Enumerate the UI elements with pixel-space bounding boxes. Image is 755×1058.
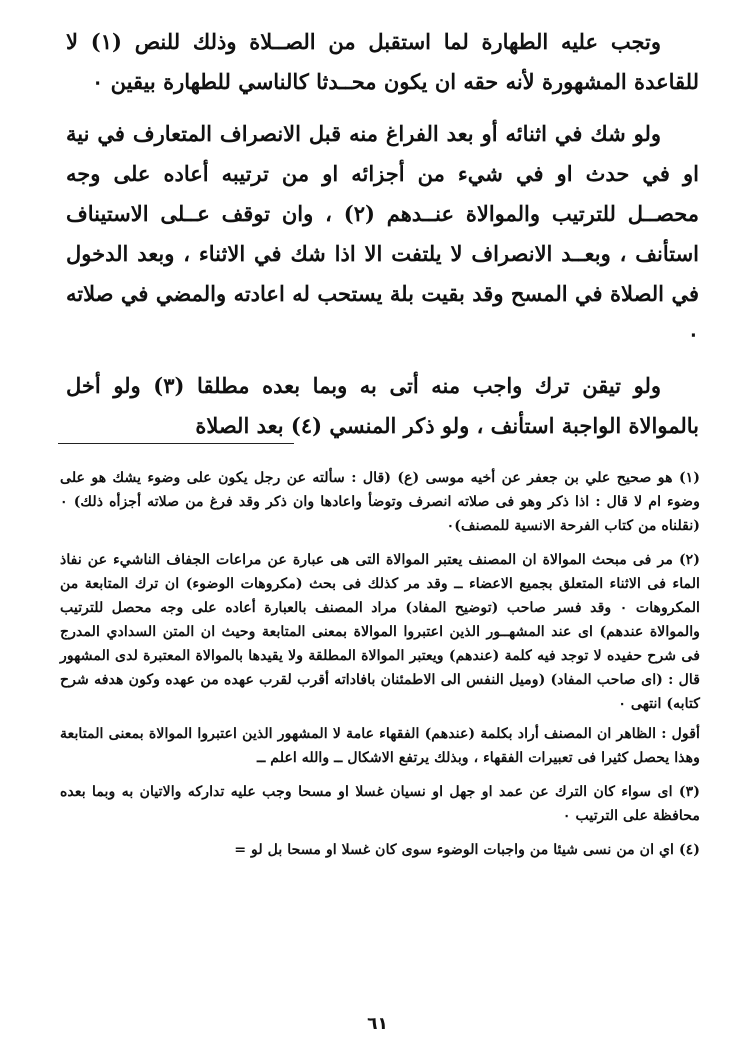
footnote-3: (٣) اى سواء كان الترك عن عمد او جهل او نسيان غسلا او مسحا وجب عليه تداركه والاتيان به وبما بعده محافظة على الترتيب ٠ <box>60 784 700 824</box>
footnote-separator <box>58 443 294 444</box>
footnote-4: (٤) اي ان من نسى شيئا من واجبات الوضوء سوى كان غسلا او مسحا بل لو = <box>234 842 700 858</box>
main-paragraph-1: وتجب عليه الطهارة لما استقبل من الصــلاة وذلك للنص (١) لا للقاعدة المشهورة لأنه حقه ان يكون محــدثا كالناسي للطهارة بيقين ٠ <box>66 29 699 94</box>
footnote-1: (١) هو صحيح علي بن جعفر عن أخيه موسى (ع) (قال : سألته عن رجل يكون على وضوء يشك هو على وضوء ام لا قال : اذا ذكر وهو فى صلاته انصرف وتوضأ واعادها وان ذكر وقد فرغ من صلاته أجزأه ذلك) ٠ (نقلناه من كتاب الفرحة الانسية للمصنف)٠ <box>60 470 700 534</box>
main-paragraph-2: ولو شك في اثنائه أو بعد الفراغ منه قبل الانصراف المتعارف في نية او في حدث او في شيء من أجزائه او من ترتيبه أعاده على وجه محصــل للترتيب والموالاة عنــدهم (٢) ، وان توقف عــلى الاستيناف استأنف ، وبعــد الانصراف لا يلتفت الا اذا شك في الاثناء ، وبعد الدخول في الصلاة في المسح وقد بقيت بلة يستحب له اعادته والمضي في صلاته ٠ <box>66 121 700 346</box>
main-paragraph-3: ولو تيقن ترك واجب منه أتى به وبما بعده مطلقا (٣) ولو أخل بالموالاة الواجبة استأنف ، ولو ذكر المنسي (٤) بعد الصلاة <box>66 373 699 438</box>
main-text <box>66 22 699 458</box>
footnote-2-comment: أقول : الظاهر ان المصنف أراد بكلمة (عندهم) الفقهاء عامة لا المشهور الذين اعتبروا الموالاة بمعنى المتابعة وهذا يحصل كثيرا فى تعبيرات الفقهاء ، وبذلك يرتفع الاشكال ــ والله اعلم ــ <box>60 726 700 766</box>
footnotes <box>60 466 700 868</box>
page-number: ٦١ <box>367 1014 388 1034</box>
footnote-2: (٢) مر فى مبحث الموالاة ان المصنف يعتبر الموالاة التى هى عبارة عن مراعات الجفاف الناشيء عن نفاذ الماء فى الاثناء المتعلق بجميع الاعضاء ــ وقد مر كذلك فى بحث (مكروهات الوضوء) ان ترك المتابعة من المكروهات ٠ وقد فسر صاحب (توضيح المفاد) مراد المصنف بالعبارة أعاده على وجه محصل للترتيب والموالاة عندهم) اى عند المشهــور الذين اعتبروا الموالاة بمعنى المتابعة وحيث ان المتن السدادي المدرج فى شرح حفيده لا توجد فيه كلمة (عندهم) ويعتبر الموالاة المطلقة ولا يقيدها بالموالاة المعتبرة لدى المشهور قال : (اى صاحب المفاد) (وميل النفس الى الاطمئنان بافاداته أقرب لقرب عهده من عهده وكون هدفه شرح كتابه) انتهى ٠ <box>60 552 700 712</box>
